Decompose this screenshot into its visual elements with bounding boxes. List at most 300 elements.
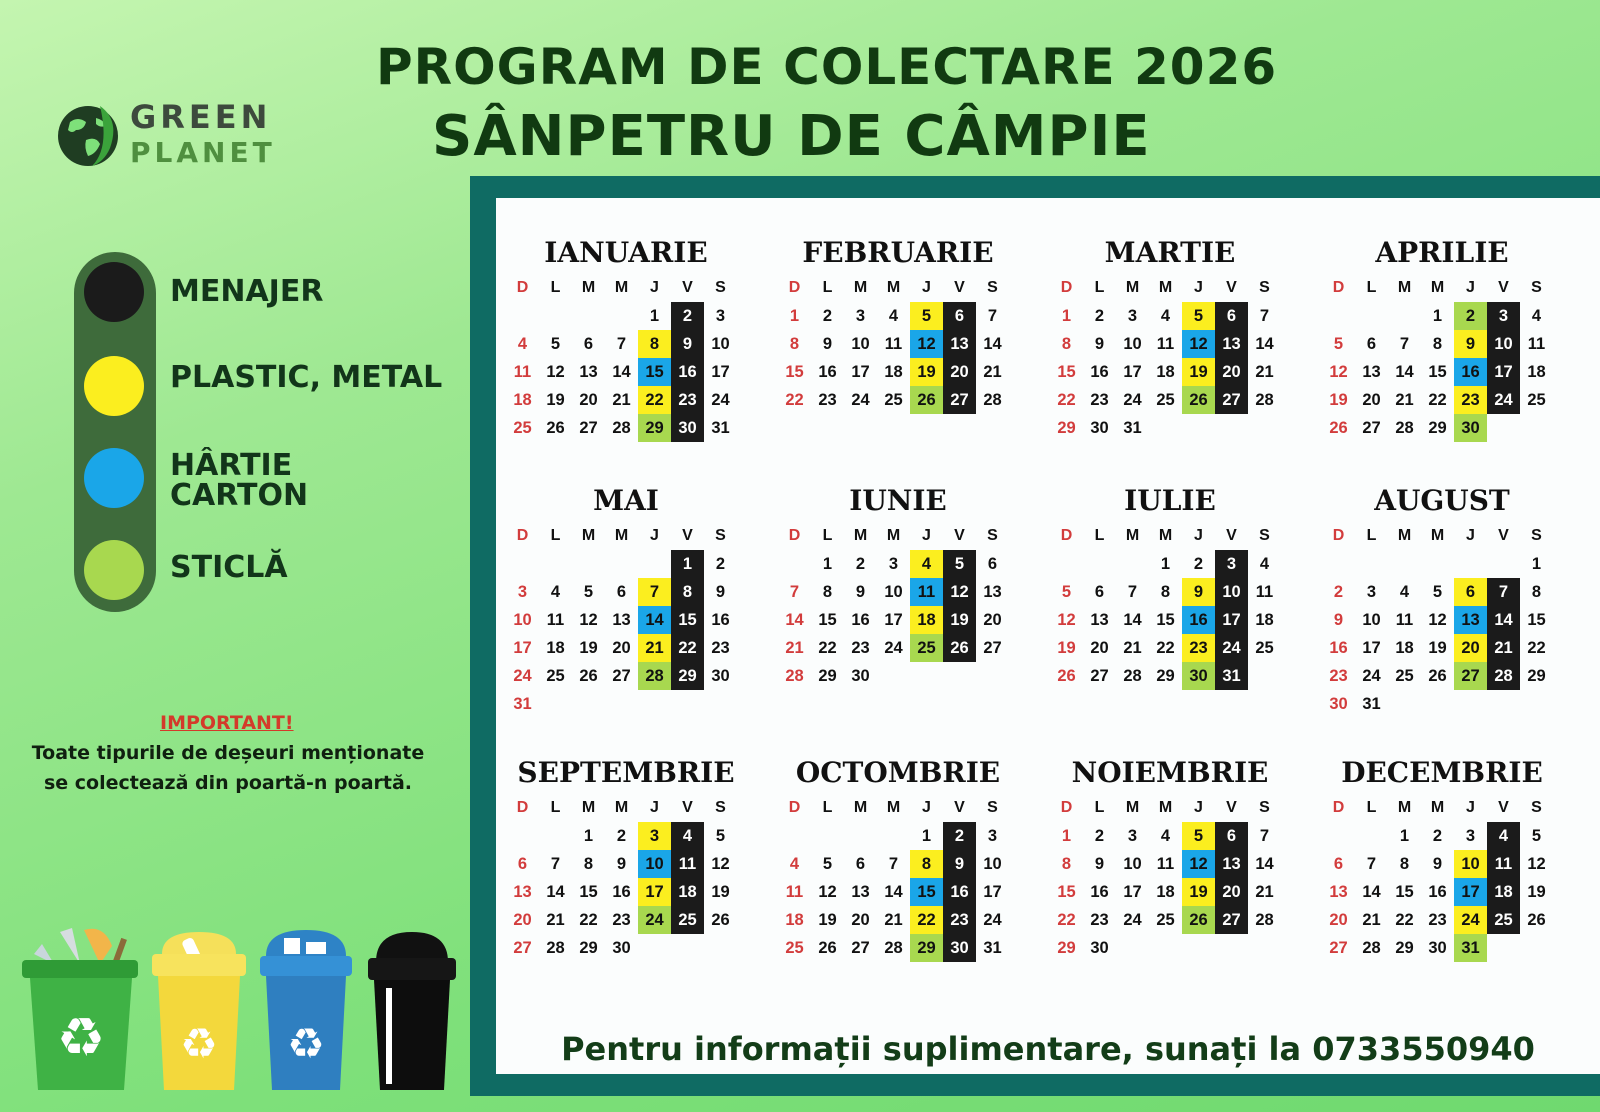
calendar-day: 6 (987, 555, 998, 573)
calendar-day: 18 (513, 391, 532, 409)
calendar-day: 22 (1057, 911, 1076, 929)
weekday-header: M (581, 279, 596, 296)
calendar-day-plastic-metal: 5 (1182, 822, 1215, 850)
weekday-header: D (788, 527, 801, 544)
calendar-day: 28 (1362, 939, 1381, 957)
calendar-day-menajer: 31 (1215, 662, 1248, 690)
weekday-header: M (886, 527, 901, 544)
calendar-day: 3 (987, 827, 998, 845)
calendar-day: 3 (1127, 307, 1138, 325)
logo-word-green: GREEN (130, 98, 272, 136)
calendar-day: 24 (884, 639, 903, 657)
calendar-day: 16 (1090, 363, 1109, 381)
weekday-header: M (1397, 527, 1412, 544)
calendar-day: 27 (1362, 419, 1381, 437)
calendar-day-menajer: 26 (943, 634, 976, 662)
weekday-header: L (1094, 279, 1105, 296)
calendar-day: 14 (884, 883, 903, 901)
calendar-day: 11 (1156, 855, 1175, 873)
calendar-day: 12 (1329, 363, 1348, 381)
weekday-header: J (1466, 527, 1475, 544)
calendar-day-hartie-carton: 12 (910, 330, 943, 358)
calendar-day: 13 (1090, 611, 1109, 629)
weekday-header: M (853, 527, 868, 544)
calendar-day: 5 (583, 583, 594, 601)
month-name: IUNIE (849, 484, 947, 517)
calendar-day-menajer: 2 (943, 822, 976, 850)
calendar-day: 29 (1156, 667, 1175, 685)
calendar-day: 29 (1527, 667, 1546, 685)
calendar-day-plastic-metal: 4 (910, 550, 943, 578)
calendar-day: 28 (785, 667, 804, 685)
calendar-day: 10 (513, 611, 532, 629)
month-name: OCTOMBRIE (795, 756, 1001, 789)
calendar-day: 23 (851, 639, 870, 657)
calendar-day-sticla: 30 (1182, 662, 1215, 690)
notice-line-1: Toate tipurile de deșeuri menționate (31, 742, 425, 764)
calendar-day-menajer: 9 (671, 330, 704, 358)
calendar-day-plastic-metal: 3 (638, 822, 671, 850)
calendar-day: 15 (1057, 363, 1076, 381)
weekday-header: D (1060, 799, 1073, 816)
weekday-header: L (1094, 799, 1105, 816)
calendar-day-plastic-metal: 6 (1454, 578, 1487, 606)
calendar-day: 30 (1090, 939, 1109, 957)
weekday-header: M (1158, 799, 1173, 816)
calendar-day: 25 (513, 419, 532, 437)
calendar-day: 7 (987, 307, 998, 325)
calendar-day: 6 (616, 583, 627, 601)
calendar-day-menajer: 20 (1215, 878, 1248, 906)
calendar-day: 2 (1432, 827, 1443, 845)
weekday-header: D (516, 799, 529, 816)
calendar-day-hartie-carton: 12 (1182, 330, 1215, 358)
calendar-day: 31 (1123, 419, 1142, 437)
calendar-day: 25 (1156, 911, 1175, 929)
weekday-header: D (1332, 799, 1345, 816)
calendar-day: 5 (715, 827, 726, 845)
calendar-day-sticla: 26 (1182, 906, 1215, 934)
calendar-day: 18 (1255, 611, 1274, 629)
calendar-day: 28 (1123, 667, 1142, 685)
calendar-day: 6 (1094, 583, 1105, 601)
weekday-header: V (682, 799, 693, 816)
black-bin-icon (366, 928, 458, 1096)
calendar-day-menajer: 21 (1487, 634, 1520, 662)
month-name: IULIE (1124, 484, 1216, 517)
calendar-day: 27 (1329, 939, 1348, 957)
calendar-day: 16 (612, 883, 631, 901)
weekday-header: L (1366, 279, 1377, 296)
calendar-day: 6 (1333, 855, 1344, 873)
calendar-day: 11 (1395, 611, 1414, 629)
calendar-day-menajer: 30 (671, 414, 704, 442)
month-name: NOIEMBRIE (1071, 756, 1269, 789)
weekday-header: V (1226, 527, 1237, 544)
calendar-day: 24 (1123, 911, 1142, 929)
calendar-day-plastic-metal: 7 (638, 578, 671, 606)
calendar-day: 2 (715, 555, 726, 573)
calendar-day-menajer: 27 (1215, 386, 1248, 414)
calendar-day: 16 (851, 611, 870, 629)
calendar-day: 2 (1094, 307, 1105, 325)
weekday-header: L (550, 799, 561, 816)
calendar-day: 23 (818, 391, 837, 409)
calendar-day: 22 (1395, 911, 1414, 929)
calendar-day-hartie-carton: 17 (1454, 878, 1487, 906)
calendar-day: 9 (1432, 855, 1443, 873)
calendar-day: 22 (579, 911, 598, 929)
legend-dot-plastic-metal (84, 356, 144, 416)
calendar-day-menajer: 29 (671, 662, 704, 690)
weekday-header: M (1430, 279, 1445, 296)
calendar-day-sticla: 31 (1454, 934, 1487, 962)
calendar-day: 14 (1395, 363, 1414, 381)
calendar-day: 22 (1156, 639, 1175, 657)
green-recycling-bin-icon (20, 924, 142, 1096)
calendar-day: 29 (1428, 419, 1447, 437)
calendar-day: 23 (612, 911, 631, 929)
calendar-day: 7 (888, 855, 899, 873)
calendar-day: 31 (513, 695, 532, 713)
calendar-day: 26 (546, 419, 565, 437)
calendar-day-menajer: 24 (1215, 634, 1248, 662)
calendar-day: 5 (1531, 827, 1542, 845)
calendar-day: 27 (513, 939, 532, 957)
calendar-day-menajer: 25 (1487, 906, 1520, 934)
weekday-header: M (1158, 527, 1173, 544)
calendar-day-menajer: 17 (1487, 358, 1520, 386)
calendar-day: 11 (513, 363, 532, 381)
calendar-day-plastic-metal: 19 (1182, 358, 1215, 386)
svg-text:♻: ♻ (287, 1019, 325, 1068)
calendar-day: 28 (983, 391, 1002, 409)
weekday-header: J (1466, 799, 1475, 816)
calendar-day: 31 (711, 419, 730, 437)
calendar-day: 7 (1399, 335, 1410, 353)
globe-icon (56, 100, 122, 170)
calendar-day: 5 (1333, 335, 1344, 353)
weekday-header: L (1366, 799, 1377, 816)
calendar-day: 4 (1531, 307, 1542, 325)
important-heading: IMPORTANT! (160, 712, 294, 734)
weekday-header: D (1060, 527, 1073, 544)
calendar-day-menajer: 13 (1215, 850, 1248, 878)
calendar-day-sticla: 24 (638, 906, 671, 934)
calendar-day: 17 (711, 363, 730, 381)
calendar-day: 13 (513, 883, 532, 901)
calendar-day: 17 (513, 639, 532, 657)
weekday-header: M (614, 527, 629, 544)
blue-recycling-bin-icon (258, 926, 354, 1096)
calendar-day: 2 (1333, 583, 1344, 601)
calendar-day: 2 (1193, 555, 1204, 573)
calendar-day: 17 (1123, 883, 1142, 901)
calendar-day: 13 (1362, 363, 1381, 381)
calendar-day: 25 (1255, 639, 1274, 657)
calendar-day: 18 (1395, 639, 1414, 657)
calendar-day: 28 (546, 939, 565, 957)
calendar-day: 5 (550, 335, 561, 353)
month-name: FEBRUARIE (802, 236, 994, 269)
calendar-day: 25 (1395, 667, 1414, 685)
calendar-day-plastic-metal: 23 (1454, 386, 1487, 414)
calendar-day: 19 (1329, 391, 1348, 409)
calendar-day: 8 (583, 855, 594, 873)
weekday-header: V (954, 799, 965, 816)
calendar-day: 30 (711, 667, 730, 685)
calendar-day: 10 (711, 335, 730, 353)
calendar-day-menajer: 5 (943, 550, 976, 578)
calendar-day: 30 (851, 667, 870, 685)
page-subtitle: SÂNPETRU DE CÂMPIE (432, 104, 1151, 169)
weekday-header: J (1194, 527, 1203, 544)
weekday-header: J (922, 799, 931, 816)
calendar-day: 29 (1395, 939, 1414, 957)
weekday-header: V (954, 527, 965, 544)
calendar-day-menajer: 13 (1215, 330, 1248, 358)
calendar-day: 28 (1255, 391, 1274, 409)
legend-dot-menajer (84, 262, 144, 322)
calendar-day-plastic-metal: 22 (638, 386, 671, 414)
calendar-day: 19 (711, 883, 730, 901)
calendar-day-plastic-metal: 8 (910, 850, 943, 878)
calendar-day-hartie-carton: 15 (638, 358, 671, 386)
calendar-day: 16 (818, 363, 837, 381)
weekday-header: V (1498, 527, 1509, 544)
calendar-day: 15 (785, 363, 804, 381)
legend-dot-sticla (84, 540, 144, 600)
weekday-header: S (1259, 279, 1270, 296)
weekday-header: D (788, 799, 801, 816)
calendar-day-menajer: 7 (1487, 578, 1520, 606)
calendar-day: 6 (583, 335, 594, 353)
weekday-header: M (1430, 527, 1445, 544)
legend-label-menajer: MENAJER (170, 274, 324, 309)
calendar-day: 5 (1432, 583, 1443, 601)
calendar-day-menajer: 3 (1487, 302, 1520, 330)
weekday-header: M (1430, 799, 1445, 816)
weekday-header: M (1158, 279, 1173, 296)
legend-label-plastic-metal: PLASTIC, METAL (170, 360, 443, 395)
calendar-day-sticla: 2 (1454, 302, 1487, 330)
weekday-header: D (1332, 279, 1345, 296)
calendar-day: 1 (1432, 307, 1443, 325)
calendar-day: 26 (818, 939, 837, 957)
weekday-header: S (1531, 799, 1542, 816)
calendar-day-hartie-carton: 13 (1454, 606, 1487, 634)
calendar-day: 18 (785, 911, 804, 929)
legend-bar (74, 252, 156, 612)
weekday-header: J (650, 799, 659, 816)
calendar-day: 3 (888, 555, 899, 573)
calendar-day: 4 (1399, 583, 1410, 601)
calendar-day: 23 (1329, 667, 1348, 685)
calendar-day: 5 (822, 855, 833, 873)
calendar-day: 14 (1255, 335, 1274, 353)
calendar-day: 15 (1527, 611, 1546, 629)
weekday-header: V (682, 279, 693, 296)
calendar-day: 26 (1057, 667, 1076, 685)
weekday-header: L (822, 527, 833, 544)
calendar-day-sticla: 26 (1182, 386, 1215, 414)
legend-label-sticla: STICLĂ (170, 550, 288, 585)
month-name: DECEMBRIE (1341, 756, 1543, 789)
calendar-day: 6 (517, 855, 528, 873)
calendar-day: 12 (579, 611, 598, 629)
weekday-header: L (550, 279, 561, 296)
calendar-day: 19 (1428, 639, 1447, 657)
page-title: PROGRAM DE COLECTARE 2026 (376, 38, 1278, 96)
calendar-day: 7 (616, 335, 627, 353)
calendar-day: 13 (612, 611, 631, 629)
weekday-header: D (1060, 279, 1073, 296)
calendar-day: 1 (649, 307, 660, 325)
weekday-header: M (853, 279, 868, 296)
calendar-day: 15 (579, 883, 598, 901)
calendar-day: 12 (711, 855, 730, 873)
calendar-day-menajer: 1 (671, 550, 704, 578)
weekday-header: J (922, 527, 931, 544)
calendar-day: 8 (1061, 335, 1072, 353)
calendar-day: 28 (1395, 419, 1414, 437)
calendar-day: 3 (715, 307, 726, 325)
calendar-day: 20 (1362, 391, 1381, 409)
calendar-day: 1 (1061, 827, 1072, 845)
calendar-day: 21 (884, 911, 903, 929)
calendar-day: 26 (579, 667, 598, 685)
weekday-header: S (987, 279, 998, 296)
calendar-day: 16 (711, 611, 730, 629)
calendar-day: 11 (1156, 335, 1175, 353)
calendar-day: 17 (851, 363, 870, 381)
calendar-day: 24 (851, 391, 870, 409)
calendar-day-menajer: 8 (671, 578, 704, 606)
calendar-day: 20 (1090, 639, 1109, 657)
calendar-day: 18 (546, 639, 565, 657)
calendar-day: 24 (513, 667, 532, 685)
calendar-day-sticla: 29 (638, 414, 671, 442)
calendar-day-menajer: 3 (1215, 550, 1248, 578)
calendar-day: 26 (1428, 667, 1447, 685)
calendar-day: 7 (550, 855, 561, 873)
calendar-day: 1 (822, 555, 833, 573)
weekday-header: S (987, 799, 998, 816)
calendar-day-plastic-metal: 21 (638, 634, 671, 662)
weekday-header: M (614, 799, 629, 816)
calendar-day: 29 (579, 939, 598, 957)
calendar-day: 21 (1362, 911, 1381, 929)
calendar-day: 9 (1333, 611, 1344, 629)
calendar-day-menajer: 6 (1215, 822, 1248, 850)
calendar-day-menajer: 12 (943, 578, 976, 606)
calendar-day-menajer: 30 (943, 934, 976, 962)
calendar-day-menajer: 23 (943, 906, 976, 934)
calendar-day: 11 (884, 335, 903, 353)
weekday-header: V (1498, 799, 1509, 816)
calendar-day: 6 (855, 855, 866, 873)
calendar-day: 1 (1061, 307, 1072, 325)
weekday-header: M (886, 799, 901, 816)
calendar-day-menajer: 9 (943, 850, 976, 878)
calendar-day: 14 (983, 335, 1002, 353)
calendar-day: 27 (612, 667, 631, 685)
calendar-day: 24 (1123, 391, 1142, 409)
calendar-day: 4 (517, 335, 528, 353)
weekday-header: M (581, 799, 596, 816)
calendar-day: 14 (546, 883, 565, 901)
calendar-day: 3 (1127, 827, 1138, 845)
calendar-day: 4 (550, 583, 561, 601)
calendar-day-menajer: 4 (1487, 822, 1520, 850)
calendar-day-hartie-carton: 16 (1182, 606, 1215, 634)
calendar-day-menajer: 20 (943, 358, 976, 386)
calendar-day-plastic-metal: 19 (910, 358, 943, 386)
calendar-day: 28 (612, 419, 631, 437)
calendar-day-menajer: 16 (943, 878, 976, 906)
calendar-day: 27 (579, 419, 598, 437)
calendar-day-sticla: 28 (638, 662, 671, 690)
calendar-day: 26 (1527, 911, 1546, 929)
calendar-day: 2 (822, 307, 833, 325)
calendar-day: 29 (1057, 939, 1076, 957)
calendar-day: 14 (612, 363, 631, 381)
contact-footer: Pentru informații suplimentare, sunați la 0733550940 (561, 1030, 1535, 1068)
calendar-day: 11 (546, 611, 565, 629)
calendar-day: 28 (1255, 911, 1274, 929)
calendar-day: 27 (851, 939, 870, 957)
calendar-day: 13 (983, 583, 1002, 601)
weekday-header: M (1125, 799, 1140, 816)
weekday-header: V (682, 527, 693, 544)
weekday-header: M (886, 279, 901, 296)
calendar-day-sticla: 25 (910, 634, 943, 662)
calendar-day: 1 (1399, 827, 1410, 845)
calendar-day: 21 (1255, 363, 1274, 381)
calendar-day-sticla: 27 (1454, 662, 1487, 690)
calendar-day: 20 (1329, 911, 1348, 929)
calendar-day: 12 (1057, 611, 1076, 629)
calendar-day-menajer: 23 (671, 386, 704, 414)
weekday-header: S (1531, 527, 1542, 544)
calendar-day: 2 (616, 827, 627, 845)
calendar-day: 7 (1259, 827, 1270, 845)
calendar-day: 19 (1057, 639, 1076, 657)
calendar-day-sticla: 29 (910, 934, 943, 962)
calendar-day: 2 (855, 555, 866, 573)
calendar-day: 11 (1527, 335, 1546, 353)
weekday-header: S (715, 279, 726, 296)
calendar-day: 21 (1395, 391, 1414, 409)
calendar-day-plastic-metal: 9 (1454, 330, 1487, 358)
calendar-day: 8 (1399, 855, 1410, 873)
calendar-day: 22 (1527, 639, 1546, 657)
calendar-day-menajer: 24 (1487, 386, 1520, 414)
calendar-day: 1 (1531, 555, 1542, 573)
calendar-day: 1 (921, 827, 932, 845)
calendar-day: 17 (1123, 363, 1142, 381)
weekday-header: S (1531, 279, 1542, 296)
calendar-day-hartie-carton: 15 (910, 878, 943, 906)
calendar-day: 20 (612, 639, 631, 657)
calendar-day: 25 (884, 391, 903, 409)
notice-line-2: se colectează din poartă-n poartă. (43, 772, 413, 794)
calendar-day: 21 (983, 363, 1002, 381)
calendar-day-menajer: 6 (943, 302, 976, 330)
calendar-day: 8 (822, 583, 833, 601)
calendar-day-plastic-metal: 10 (1454, 850, 1487, 878)
calendar-day: 14 (1123, 611, 1142, 629)
